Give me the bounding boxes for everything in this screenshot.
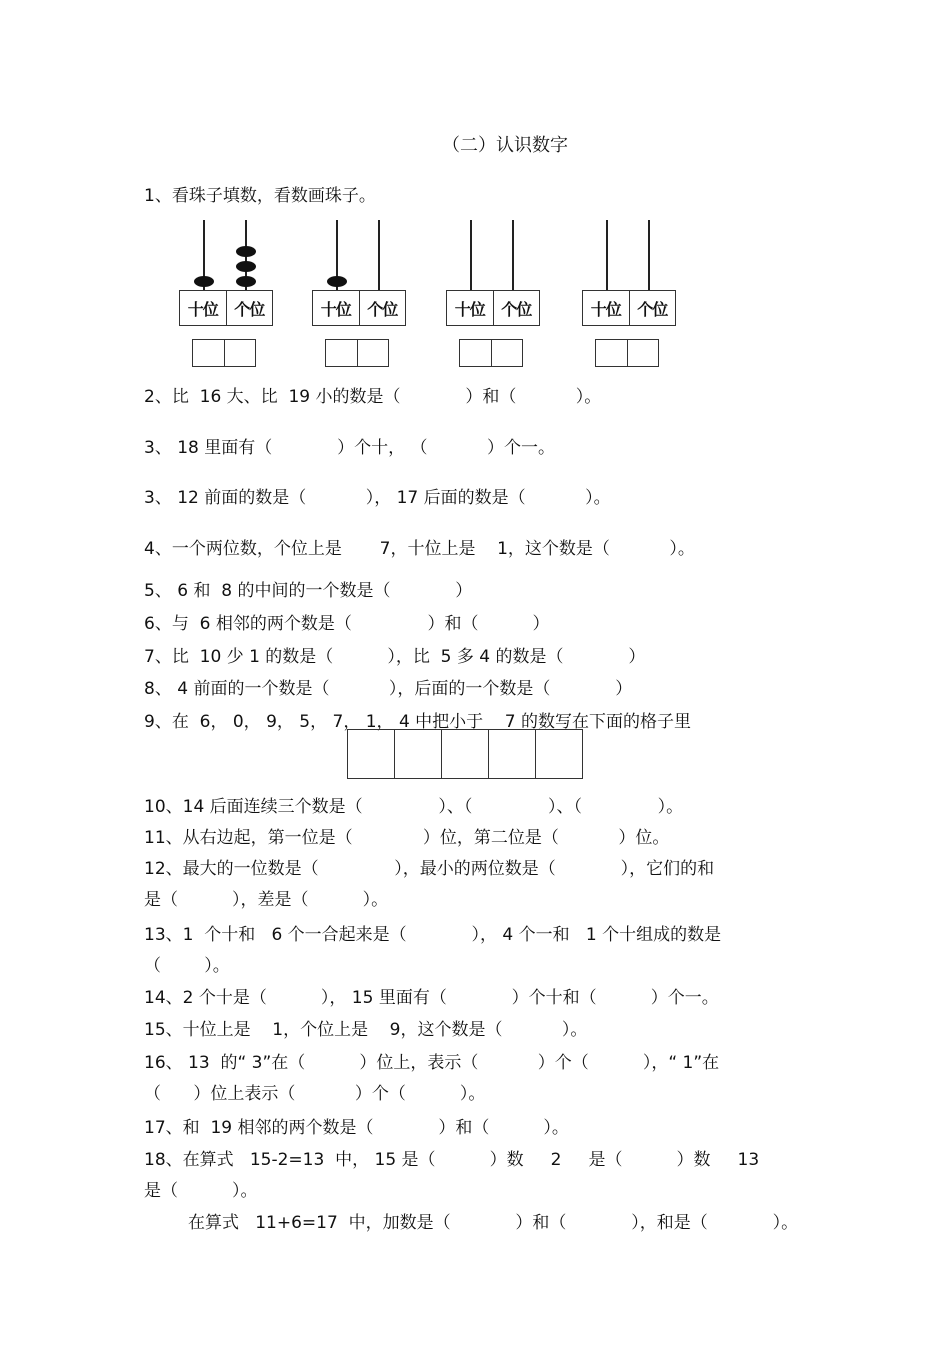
question-12a: 12、最大的一位数是（ ），最小的两位数是（ ），它们的和: [144, 859, 715, 879]
grid-cell[interactable]: [394, 730, 441, 778]
question-2: 2、比 16 大、比 19 小的数是（ ）和（ ）。: [144, 387, 602, 407]
question-18b: 是（ ）。: [144, 1181, 258, 1201]
answer-box[interactable]: [192, 339, 256, 367]
question-13b: （ ）。: [144, 956, 230, 976]
question-3b: 3、 12 前面的数是（ ）， 17 后面的数是（ ）。: [144, 488, 611, 508]
abacus-1: [179, 220, 273, 370]
question-8: 8、 4 前面的一个数是（ ），后面的一个数是（ ）: [144, 679, 633, 699]
question-4: 4、一个两位数，个位上是 7，十位上是 1，这个数是（ ）。: [144, 539, 695, 559]
grid-cell[interactable]: [488, 730, 535, 778]
tens-label: 十位: [590, 299, 621, 319]
question-1: 1、看珠子填数，看数画珠子。: [144, 186, 376, 206]
question-15: 15、十位上是 1，个位上是 9，这个数是（ ）。: [144, 1020, 588, 1040]
question-10: 10、14 后面连续三个数是（ ）、（ ）、（ ）。: [144, 797, 684, 817]
page-title: （二）认识数字: [442, 135, 568, 156]
question-14: 14、2 个十是（ ）， 15 里面有（ ）个十和（ ）个一。: [144, 988, 719, 1008]
answer-grid: [347, 729, 583, 779]
answer-box[interactable]: [325, 339, 389, 367]
tens-label: 十位: [454, 299, 485, 319]
grid-cell[interactable]: [348, 730, 394, 778]
question-6: 6、与 6 相邻的两个数是（ ）和（ ）: [144, 614, 550, 634]
question-17: 17、和 19 相邻的两个数是（ ）和（ ）。: [144, 1118, 569, 1138]
bead: [236, 276, 256, 287]
abacus-4: [582, 220, 676, 370]
question-5: 5、 6 和 8 的中间的一个数是（ ）: [144, 581, 473, 601]
grid-cell[interactable]: [441, 730, 488, 778]
question-16b: （ ）位上表示（ ）个（ ）。: [144, 1084, 486, 1104]
bead: [236, 261, 256, 272]
bead: [327, 276, 347, 287]
ones-label: 个位: [629, 291, 676, 325]
abacus-3: [446, 220, 540, 370]
question-16a: 16、 13 的“ 3”在（ ）位上，表示（ ）个（ ），“ 1”在: [144, 1053, 720, 1073]
bead: [236, 246, 256, 257]
question-9: 9、在 6， 0， 9， 5， 7， 1， 4 中把小于 7 的数写在下面的格子里: [144, 712, 691, 732]
tens-label: 十位: [320, 299, 351, 319]
question-18c: 在算式 11+6=17 中，加数是（ ）和（ ），和是（ ）。: [188, 1213, 799, 1233]
abacus-2: [312, 220, 406, 370]
ones-label: 个位: [226, 291, 273, 325]
answer-box[interactable]: [459, 339, 523, 367]
question-12b: 是（ ），差是（ ）。: [144, 890, 389, 910]
bead: [194, 276, 214, 287]
answer-box[interactable]: [595, 339, 659, 367]
tens-label: 十位: [187, 299, 218, 319]
ones-label: 个位: [359, 291, 406, 325]
ones-label: 个位: [493, 291, 540, 325]
question-13a: 13、1 个十和 6 个一合起来是（ ）， 4 个一和 1 个十组成的数是: [144, 925, 722, 945]
question-7: 7、比 10 少 1 的数是（ ），比 5 多 4 的数是（ ）: [144, 647, 646, 667]
question-3a: 3、 18 里面有（ ）个十， （ ）个一。: [144, 438, 555, 458]
grid-cell[interactable]: [535, 730, 582, 778]
question-18a: 18、在算式 15-2=13 中， 15 是（ ）数 2 是（ ）数 13: [144, 1150, 760, 1170]
question-11: 11、从右边起，第一位是（ ）位，第二位是（ ）位。: [144, 828, 670, 848]
